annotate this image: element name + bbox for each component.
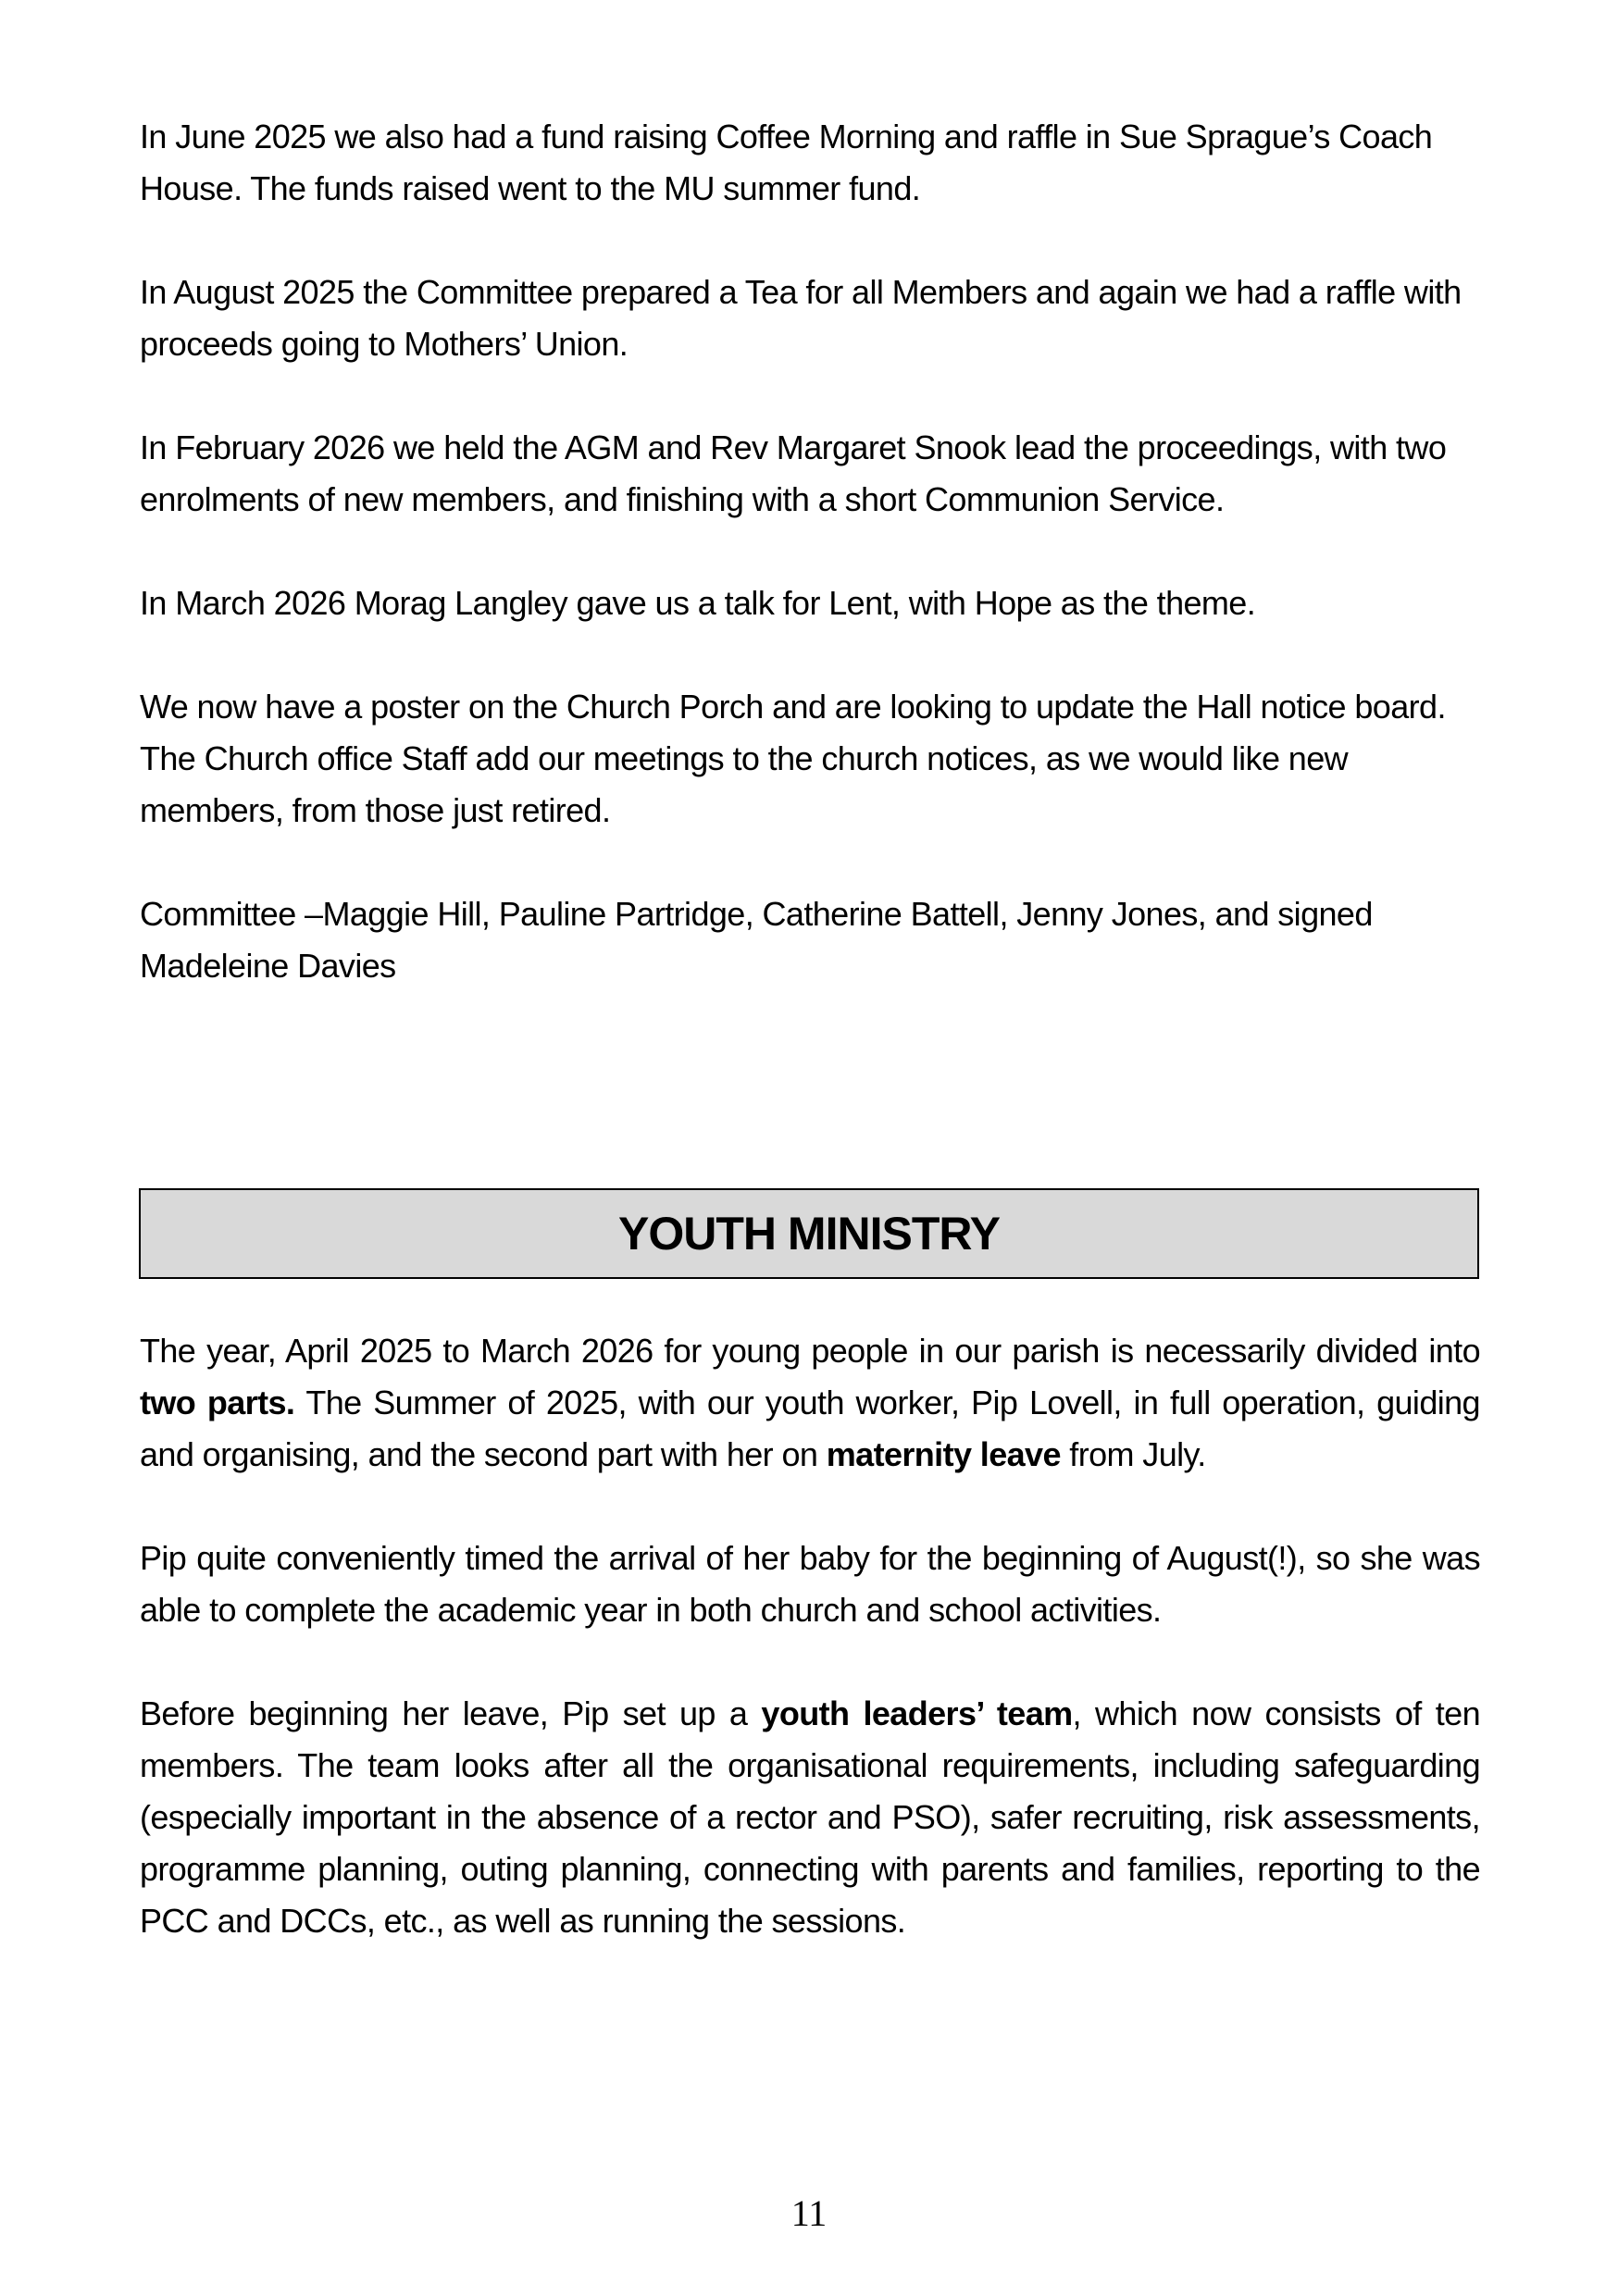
page-number: 11 xyxy=(790,2192,828,2234)
paragraph-june-coffee-morning: In June 2025 we also had a fund raising Coffee Morning and raffle in Sue Sprague’s Coach House. The funds raised went to the MU summer fund. xyxy=(140,118,1433,207)
paragraph-february-agm: In February 2026 we held the AGM and Rev Margaret Snook lead the proceedings, with two enrolments of new members, and finishing with a short Communion Service. xyxy=(140,428,1447,518)
paragraph-march-lent-talk: In March 2026 Morag Langley gave us a talk for Lent, with Hope as the theme. xyxy=(140,584,1256,622)
paragraph-baby-arrival: Pip quite conveniently timed the arrival of her baby for the beginning of August(!), so she was able to complete the academic year in both church and school activities. xyxy=(140,1539,1480,1629)
bold-text-maternity-leave: maternity leave xyxy=(826,1435,1061,1473)
youth-ministry-section xyxy=(140,1325,1480,1999)
text-run: The Summer of 2025, with our youth worker, Pip Lovell, in full operation, guiding and organising, and the second part with her on xyxy=(140,1384,1480,1473)
text-run: The year, April 2025 to March 2026 for young people in our parish is necessarily divided into xyxy=(140,1332,1480,1370)
paragraph-poster-notice: We now have a poster on the Church Porch and are looking to update the Hall notice board. The Church office Staff add our meetings to the church notices, as we would like new members, from those just retired. xyxy=(140,688,1446,829)
text-run: from July. xyxy=(1060,1435,1206,1473)
paragraph-august-tea: In August 2025 the Committee prepared a Tea for all Members and again we had a raffle with proceeds going to Mothers’ Union. xyxy=(140,273,1462,363)
bold-text-youth-leaders-team: youth leaders’ team xyxy=(761,1694,1073,1732)
paragraph-youth-leaders-team xyxy=(140,1688,1480,1947)
bold-text-two-parts: two parts. xyxy=(140,1384,295,1421)
paragraph-two-parts xyxy=(140,1325,1480,1481)
section-heading-box xyxy=(139,1188,1479,1279)
text-run: Before beginning her leave, Pip set up a xyxy=(140,1694,762,1732)
section-heading-youth-ministry: YOUTH MINISTRY xyxy=(618,1208,1000,1260)
text-run: , which now consists of ten members. The team looks after all the organisational requirements, including safeguarding (especially important in the absence of a rector and PSO), safer recruiting, risk assessments, programme planning, outing planning, connecting with parents and families, reporting to the PCC and DCCs, etc., as well as running the sessions. xyxy=(140,1694,1481,1940)
paragraph-committee-signature: Committee –Maggie Hill, Pauline Partridge, Catherine Battell, Jenny Jones, and signed Madeleine Davies xyxy=(140,895,1373,985)
mothers-union-section xyxy=(140,111,1480,1044)
